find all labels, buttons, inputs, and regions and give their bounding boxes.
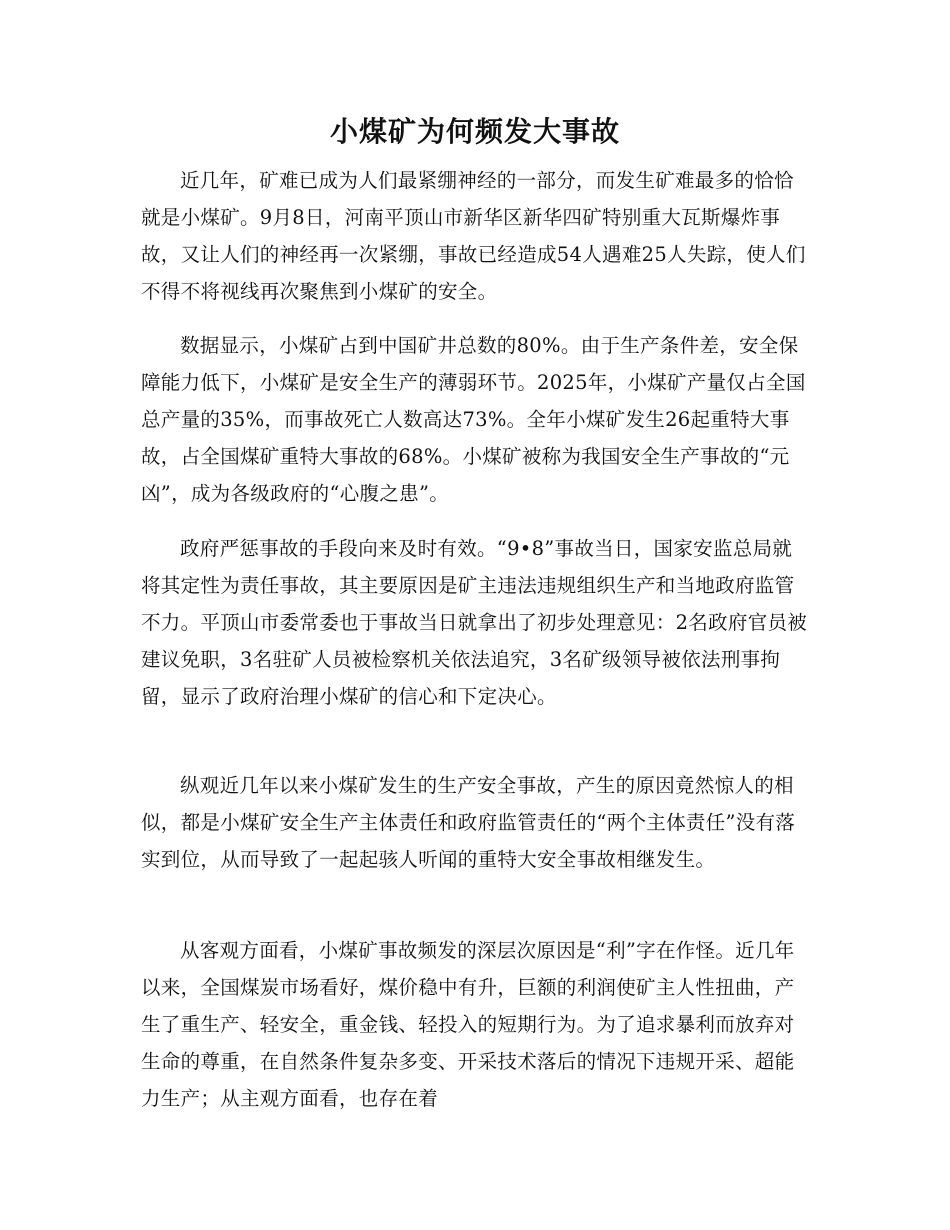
- paragraph-5: 从客观方面看，小煤矿事故频发的深层次原因是“利”字在作怪。近几年以来，全国煤炭市场看好，煤价稳中有升，巨额的利润使矿主人性扭曲，产生了重生产、轻安全，重金钱、轻投入的短期行为。为了追求暴利而放弃对生命的尊重，在自然条件复杂多变、开采技术落后的情况下违规开采、超能力生产；从主观方面看，也存在着: [141, 939, 795, 1110]
- paragraph-2: 数据显示，小煤矿占到中国矿井总数的80%。由于生产条件差，安全保障能力低下，小煤矿是安全生产的薄弱环节。2025年，小煤矿产量仅占全国总产量的35%，而事故死亡人数高达73%。全年小煤矿发生26起重特大事故，占全国煤矿重特大事故的68%。小煤矿被称为我国安全生产事故的“元凶”，成为各级政府的“心腹之患”。: [141, 334, 806, 505]
- paragraph-1: 近几年，矿难已成为人们最紧绷神经的一部分，而发生矿难最多的恰恰就是小煤矿。9月8日，河南平顶山市新华区新华四矿特别重大瓦斯爆炸事故，又让人们的神经再一次紧绷，事故已经造成54人遇难25人失踪，使人们不得不将视线再次聚焦到小煤矿的安全。: [141, 169, 806, 303]
- document-title: 小煤矿为何频发大事故: [329, 115, 620, 148]
- paragraph-4: 纵观近几年以来小煤矿发生的生产安全事故，产生的原因竟然惊人的相似，都是小煤矿安全生产主体责任和政府监管责任的“两个主体责任”没有落实到位，从而导致了一起起骇人听闻的重特大安全事故相继发生。: [141, 774, 796, 871]
- paragraph-3: 政府严惩事故的手段向来及时有效。“9•8”事故当日，国家安监总局就将其定性为责任事故，其主要原因是矿主违法违规组织生产和当地政府监管不力。平顶山市委常委也于事故当日就拿出了初步处理意见：2名政府官员被建议免职，3名驻矿人员被检察机关依法追究，3名矿级领导被依法刑事拘留，显示了政府治理小煤矿的信心和下定决心。: [141, 537, 808, 708]
